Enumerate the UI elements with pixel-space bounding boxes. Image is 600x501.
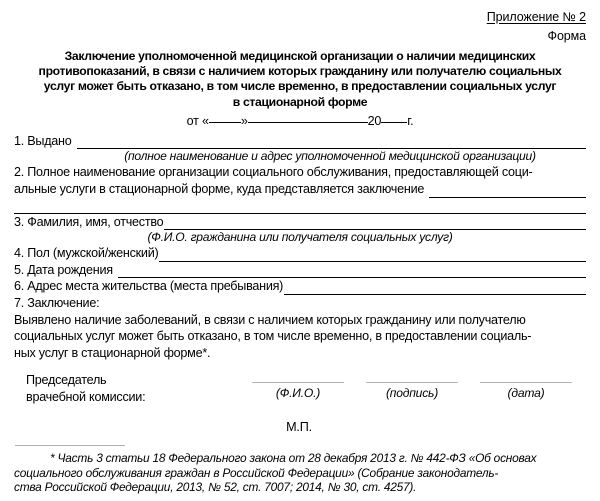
signature-date-caption: (дата): [507, 386, 545, 401]
appendix-label: Приложение № 2: [486, 10, 586, 24]
signature-signature-caption: (подпись): [385, 386, 439, 401]
signature-block: [14, 372, 586, 405]
item-2-line-2: альные услуги в стационарной форме, куда представляется заключение: [14, 182, 425, 196]
item-6-input-rule[interactable]: [284, 281, 586, 295]
field-row-issued-by: [14, 133, 586, 150]
signature-signature-rule[interactable]: [366, 382, 458, 383]
field-row-org-name: [14, 181, 586, 198]
signature-role-label: [14, 372, 252, 405]
footnote-line-2: социального обслуживания граждан в Российской Федерации» (Собрание законодатель-: [14, 465, 499, 480]
date-suffix: г.: [407, 113, 414, 128]
signature-column-fio: [252, 382, 344, 400]
document-title: [16, 49, 583, 110]
item-7-section: [14, 295, 586, 361]
item-6-label: 6. Адрес места жительства (места пребывания): [14, 279, 284, 294]
item-1-label: 1. Выдано: [14, 133, 72, 148]
month-blank[interactable]: [248, 122, 368, 123]
year-prefix: 20: [367, 113, 382, 128]
document-body: [0, 133, 600, 436]
item-4-label: 4. Пол (мужской/женский): [14, 246, 159, 261]
item-7-body-line-1: Выявлено наличие заболеваний, в связи с наличием которых гражданину или получателю: [14, 312, 526, 327]
year-blank[interactable]: [381, 122, 407, 123]
title-line-1: Заключение уполномоченной медицинской организации о наличии медицинских: [64, 49, 536, 63]
item-7-body-line-3: ных услуг в стационарной форме*.: [14, 345, 211, 360]
item-7-body-line-2: социальных услуг может быть отказано, в том числе временно, в предоставлении социаль-: [14, 329, 532, 344]
field-row-fullname: [14, 214, 586, 231]
title-line-2: противопоказаний, в связи с наличием которых гражданину или получателю социальных: [38, 64, 562, 79]
date-prefix: от «: [186, 113, 209, 128]
signature-date-rule[interactable]: [480, 382, 572, 383]
item-7-label: 7. Заключение:: [14, 295, 100, 310]
signature-role-line-1: Председатель: [26, 373, 107, 388]
signature-fio-rule[interactable]: [252, 382, 344, 383]
field-row-gender: [14, 245, 586, 262]
item-2-line-1: 2. Полное наименование организации социального обслуживания, предоставляющей соци-: [14, 165, 533, 180]
item-5-label: 5. Дата рождения: [14, 262, 113, 277]
day-blank[interactable]: [209, 122, 241, 123]
item-2-continuation-rule[interactable]: [14, 198, 586, 214]
date-quote-close: »: [240, 113, 248, 128]
item-5-input-rule[interactable]: [118, 264, 586, 278]
footnote-block: [0, 445, 600, 495]
footnote-line-3: ства Российской Федерации, 2013, № 52, ст. 7007; 2014, № 30, ст. 4257).: [14, 480, 417, 495]
item-3-input-rule[interactable]: [164, 216, 586, 230]
item-3-caption: (Ф.И.О. гражданина или получателя социальных услуг): [147, 230, 453, 245]
signature-column-signature: [366, 382, 458, 400]
item-3-label: 3. Фамилия, имя, отчество: [14, 214, 164, 229]
footnote-separator: [15, 445, 125, 446]
stamp-placeholder: М.П.: [286, 420, 312, 435]
signature-columns: [252, 372, 586, 400]
title-line-4: в стационарной форме: [232, 94, 368, 109]
item-1-input-rule[interactable]: [77, 135, 586, 149]
item-4-input-rule[interactable]: [159, 248, 586, 262]
title-line-3: услуг может быть отказано, в том числе временно, в предоставлении социальных услуг: [43, 79, 557, 94]
signature-column-date: [480, 382, 572, 400]
date-line: [0, 113, 600, 129]
item-2-input-rule[interactable]: [429, 184, 586, 198]
footnote-text: [14, 451, 586, 495]
item-2-text: [14, 164, 586, 181]
form-label: Форма: [547, 29, 586, 43]
footnote-line-1: * Часть 3 статьи 18 Федерального закона от 28 декабря 2013 г. № 442-ФЗ «Об основах: [50, 451, 537, 466]
signature-role-line-2: врачебной комиссии:: [26, 389, 146, 404]
item-1-caption: (полное наименование и адрес уполномоченной медицинской организации): [124, 149, 536, 164]
field-row-birthdate: [14, 262, 586, 279]
signature-fio-caption: (Ф.И.О.): [275, 386, 321, 401]
field-row-address: [14, 278, 586, 295]
document-header: [0, 0, 600, 44]
